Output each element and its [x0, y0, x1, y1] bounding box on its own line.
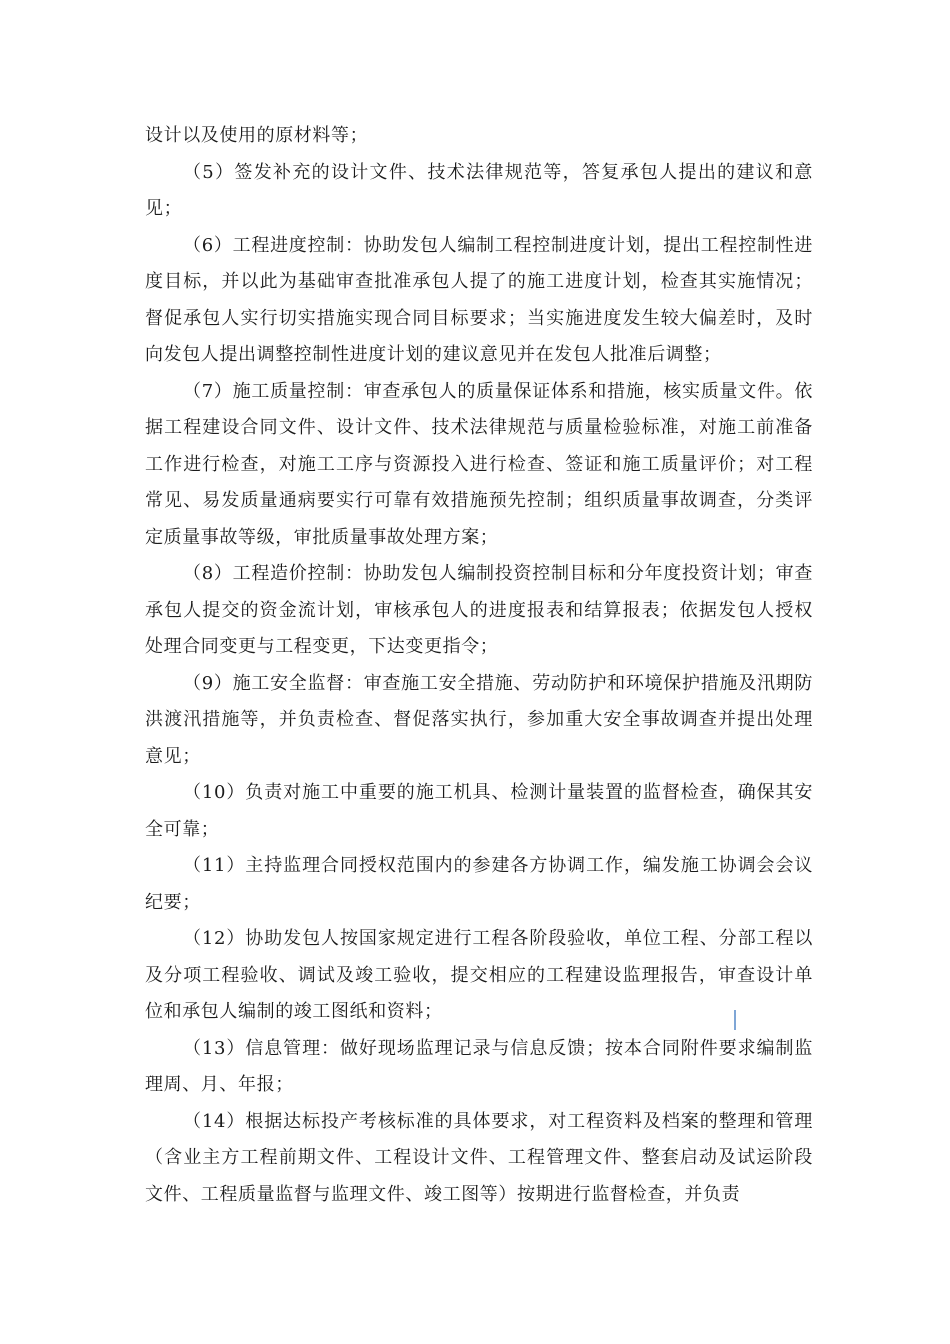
paragraph-item-7: （7）施工质量控制：审查承包人的质量保证体系和措施，核实质量文件。依据工程建设合同文件、设计文件、技术法律规范与质量检验标准，对施工前准备工作进行检查，对施工工序与资源投入进行检查、签证和施工质量评价；对工程常见、易发质量通病要实行可靠有效措施预先控制；组织质量事故调查，分类评定质量事故等级，审批质量事故处理方案；	[145, 380, 813, 548]
paragraph-item-12: （12）协助发包人按国家规定进行工程各阶段验收，单位工程、分部工程以及分项工程验收、调试及竣工验收，提交相应的工程建设监理报告，审查设计单位和承包人编制的竣工图纸和资料；	[145, 928, 813, 1022]
paragraph-item-5: （5）签发补充的设计文件、技术法律规范等，答复承包人提出的建议和意见；	[145, 161, 813, 219]
paragraph-item-9: （9）施工安全监督：审查施工安全措施、劳动防护和环境保护措施及汛期防洪渡汛措施等，并负责检查、督促落实执行，参加重大安全事故调查并提出处理意见；	[145, 672, 813, 767]
document-page	[145, 118, 813, 1213]
paragraph-item-10: （10）负责对施工中重要的施工机具、检测计量装置的监督检查，确保其安全可靠；	[145, 782, 813, 840]
paragraph-item-6: （6）工程进度控制：协助发包人编制工程控制进度计划，提出工程控制性进度目标，并以此为基础审查批准承包人提了的施工进度计划，检查其实施情况；督促承包人实行切实措施实现合同目标要求；当实施进度发生较大偏差时，及时向发包人提出调整控制性进度计划的建议意见并在发包人批准后调整；	[145, 234, 813, 365]
paragraph-materials: 设计以及使用的原材料等；	[145, 125, 369, 146]
paragraph-item-14: （14）根据达标投产考核标准的具体要求，对工程资料及档案的整理和管理（含业主方工程前期文件、工程设计文件、工程管理文件、整套启动及试运阶段文件、工程质量监督与监理文件、竣工图等）按期进行监督检查，并负责	[145, 1110, 813, 1205]
paragraph-item-13: （13）信息管理：做好现场监理记录与信息反馈；按本合同附件要求编制监理周、月、年报；	[145, 1037, 813, 1095]
paragraph-item-11: （11）主持监理合同授权范围内的参建各方协调工作，编发施工协调会会议纪要；	[145, 855, 813, 913]
paragraph-item-8: （8）工程造价控制：协助发包人编制投资控制目标和分年度投资计划；审查承包人提交的资金流计划，审核承包人的进度报表和结算报表；依据发包人授权处理合同变更与工程变更，下达变更指令；	[145, 563, 813, 657]
text-cursor	[734, 1010, 736, 1030]
